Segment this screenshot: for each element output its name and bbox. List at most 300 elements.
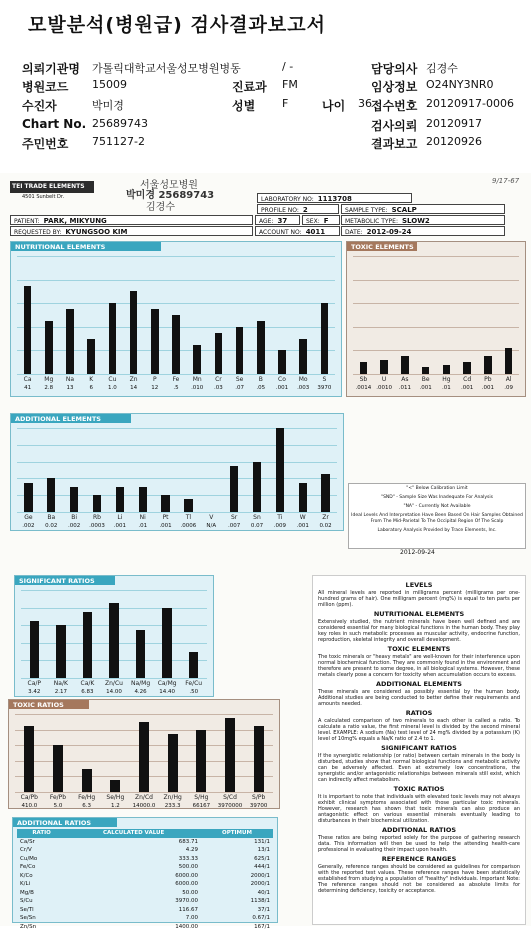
level-bar <box>130 291 138 374</box>
level-bar <box>24 286 32 375</box>
element-value: 14.40 <box>154 689 181 695</box>
table-row <box>17 923 273 931</box>
element-label: Ca/Mg <box>154 680 181 687</box>
table-cell: 4.29 <box>66 846 201 855</box>
level-bar <box>193 345 201 375</box>
info-label: 임상정보 <box>371 78 417 95</box>
sample-type-box: SAMPLE TYPE: SCALP <box>341 204 505 214</box>
sex-label: 성별 <box>232 97 255 114</box>
level-bar <box>360 362 367 374</box>
element-label: Mo <box>293 376 314 383</box>
element-label: Cu <box>102 376 123 383</box>
element-value: .50 <box>180 689 207 695</box>
element-value: 66167 <box>187 803 216 809</box>
level-bar <box>321 474 329 512</box>
section-heading: REFERENCE RANGES <box>318 855 520 863</box>
element-value: .002 <box>17 523 40 529</box>
level-bar <box>136 630 146 678</box>
level-bar <box>276 428 284 512</box>
column-header: RATIO <box>17 829 66 838</box>
table-row <box>17 872 273 881</box>
element-label: Zn/Cu <box>101 680 128 687</box>
element-value: 2.8 <box>38 385 59 391</box>
level-bar <box>24 483 32 512</box>
table-row <box>17 897 273 906</box>
element-value: .001 <box>415 385 436 391</box>
info-label: 결과보고 <box>371 135 417 152</box>
column-header: CALCULATED VALUE <box>66 829 201 838</box>
significant-header: SIGNIFICANT RATIOS <box>15 576 115 585</box>
table-cell: 683.71 <box>66 838 201 847</box>
section-heading: NUTRITIONAL ELEMENTS <box>318 610 520 618</box>
info-label: 접수번호 <box>371 97 417 114</box>
table-cell: 6000.00 <box>66 872 201 881</box>
grid-line <box>17 495 337 496</box>
level-bar <box>45 321 53 374</box>
table-cell: 7.00 <box>66 914 201 923</box>
level-bar <box>254 726 264 792</box>
element-value: .010 <box>187 385 208 391</box>
grid-line <box>353 374 519 375</box>
additional-ratios-panel <box>12 817 278 923</box>
section-text: These minerals are considered as possibly essential by the human body. Additional studies are being conducted to better define their requirements and amounts needed. <box>318 689 520 707</box>
section-text: If the synergistic relationship (or ratio) between certain minerals in the body is disturbed, studies show that normal biological functions and metabolic activity can be adversely affected. Even at extremely low concentrations, the synergistic and/or antagonistic relationships between minerals still exist, which can indirectly affect metabolism. <box>318 753 520 783</box>
element-label: Na/K <box>48 680 75 687</box>
element-label: Zn <box>123 376 144 383</box>
element-value: 13 <box>59 385 80 391</box>
level-bar <box>82 769 92 792</box>
element-label: Fe/Hg <box>72 794 101 801</box>
section-text: These ratios are being reported solely for the purpose of gathering research data. This information will then be used to help the attending health-care professional in evaluating their impact upon health. <box>318 835 520 853</box>
table-cell: 6000.00 <box>66 880 201 889</box>
element-value: .001 <box>271 385 292 391</box>
element-label: Mn <box>187 376 208 383</box>
section-heading: SIGNIFICANT RATIOS <box>318 744 520 752</box>
element-value: .01 <box>131 523 154 529</box>
info-value: 가톨릭대학교서울성모병원병동 <box>92 60 241 76</box>
level-bar <box>70 487 78 512</box>
element-label: Co <box>271 376 292 383</box>
element-label: Sb <box>353 376 374 383</box>
element-value: .05 <box>250 385 271 391</box>
requested-box: REQUESTED BY: KYUNGSOO KIM <box>10 226 253 236</box>
element-value: 5.0 <box>44 803 73 809</box>
info-label: 검사의뢰 <box>371 117 417 134</box>
element-label: Sr <box>223 514 246 521</box>
element-value: .001 <box>478 385 499 391</box>
info-value: 박미경 <box>92 97 124 113</box>
table-row <box>17 880 273 889</box>
element-label: Ca <box>17 376 38 383</box>
element-value: .001 <box>291 523 314 529</box>
grid-line <box>15 792 273 793</box>
element-value: 12 <box>144 385 165 391</box>
table-cell: 2000/1 <box>201 880 273 889</box>
nutritional-elements-panel <box>10 241 342 397</box>
element-label: Sn <box>246 514 269 521</box>
element-value: 3970000 <box>216 803 245 809</box>
report-title: 모발분석(병원급) 검사결과보고서 <box>28 10 326 37</box>
level-bar <box>236 327 244 374</box>
element-value: .001 <box>154 523 177 529</box>
info-value: 20120917 <box>426 117 482 130</box>
account-box: ACCOUNT NO: 4011 <box>255 226 340 236</box>
handwritten-note: 9/17-67 <box>492 177 519 185</box>
element-label: Zn/Hg <box>158 794 187 801</box>
element-value: 410.0 <box>15 803 44 809</box>
table-cell: 13/1 <box>201 846 273 855</box>
table-cell: 116.67 <box>66 906 201 915</box>
table-cell: 625/1 <box>201 855 273 864</box>
element-label: As <box>395 376 416 383</box>
element-value: 39700 <box>244 803 273 809</box>
info-label: 병원코드 <box>22 78 68 95</box>
element-label: P <box>144 376 165 383</box>
element-value: 1.2 <box>101 803 130 809</box>
level-bar <box>66 309 74 374</box>
table-cell: Cr/V <box>17 846 66 855</box>
toxic-elements-panel <box>346 241 526 397</box>
info-label: 의뢰기관명 <box>22 60 80 77</box>
element-label: U <box>374 376 395 383</box>
table-cell: 0.67/1 <box>201 914 273 923</box>
dept-value: FM <box>282 78 298 91</box>
table-row <box>17 846 273 855</box>
level-bar <box>225 718 235 792</box>
table-cell: Se/Tl <box>17 906 66 915</box>
table-row <box>17 838 273 847</box>
element-value: 0.02 <box>40 523 63 529</box>
element-value: .003 <box>293 385 314 391</box>
grid-line <box>17 280 335 281</box>
element-value: 4.26 <box>127 689 154 695</box>
element-value: .03 <box>208 385 229 391</box>
lab-address: 4501 Sunbelt Dr. <box>22 194 64 200</box>
element-value: .009 <box>268 523 291 529</box>
level-bar <box>162 608 172 678</box>
element-value: .001 <box>457 385 478 391</box>
info-label: 담당의사 <box>371 60 417 77</box>
element-label: Rb <box>86 514 109 521</box>
significant-ratios-panel <box>14 575 214 697</box>
level-bar <box>484 356 491 374</box>
grid-line <box>21 590 207 591</box>
element-value: N/A <box>200 523 223 529</box>
section-heading: ADDITIONAL RATIOS <box>318 826 520 834</box>
level-bar <box>189 652 199 678</box>
age-box: AGE: 37 <box>255 215 300 225</box>
element-value: 14.00 <box>101 689 128 695</box>
grid-line <box>21 678 207 679</box>
element-value: .07 <box>229 385 250 391</box>
level-bar <box>151 309 159 374</box>
element-label: B <box>250 376 271 383</box>
table-cell: Fe/Co <box>17 863 66 872</box>
info-value: 김경수 <box>426 60 458 76</box>
profile-box: PROFILE NO: 2 <box>257 204 339 214</box>
table-row <box>17 906 273 915</box>
info-label: 주민번호 <box>22 135 68 152</box>
element-label: Hg <box>436 376 457 383</box>
level-bar <box>321 303 329 374</box>
table-cell: S/Cu <box>17 897 66 906</box>
element-label: Ni <box>131 514 154 521</box>
table-cell: Cu/Mo <box>17 855 66 864</box>
grid-line <box>17 374 335 375</box>
info-value: 751127-2 <box>92 135 145 148</box>
date-box: DATE: 2012-09-24 <box>341 226 505 236</box>
element-label: Zn/Cd <box>130 794 159 801</box>
element-value: 3970 <box>314 385 335 391</box>
table-row <box>17 914 273 923</box>
element-value: .01 <box>436 385 457 391</box>
grid-line <box>353 350 519 351</box>
info-value: 25689743 <box>92 117 148 130</box>
element-label: S/Hg <box>187 794 216 801</box>
level-bar <box>278 350 286 374</box>
table-cell: 50.00 <box>66 889 201 898</box>
element-label: Se <box>229 376 250 383</box>
level-bar <box>172 315 180 374</box>
info-value: 20120917-0006 <box>426 97 514 110</box>
table-cell: 167/1 <box>201 923 273 931</box>
table-cell: 37/1 <box>201 906 273 915</box>
element-label: Cr <box>208 376 229 383</box>
section-heading: RATIOS <box>318 709 520 717</box>
table-cell: Zn/Sn <box>17 923 66 931</box>
element-label: Pb <box>478 376 499 383</box>
additional-header: ADDITIONAL ELEMENTS <box>11 414 131 423</box>
table-row <box>17 889 273 898</box>
element-label: Cd <box>457 376 478 383</box>
element-value: 0.02 <box>314 523 337 529</box>
grid-line <box>17 512 337 513</box>
level-bar <box>299 339 307 374</box>
grid-line <box>17 303 335 304</box>
element-value: .0014 <box>353 385 374 391</box>
nutritional-header: NUTRITIONAL ELEMENTS <box>11 242 161 251</box>
element-label: Zr <box>314 514 337 521</box>
element-value: 6.83 <box>74 689 101 695</box>
toxic-ratios-panel <box>8 699 280 809</box>
grid-line <box>17 445 337 446</box>
grid-line <box>353 327 519 328</box>
level-bar <box>56 625 66 678</box>
level-bar <box>110 780 120 792</box>
element-value: 3.42 <box>21 689 48 695</box>
stamp-hospital: 서울성모병원 <box>140 176 198 191</box>
element-label: Ti <box>268 514 291 521</box>
level-bar <box>109 303 117 374</box>
info-value: 20120926 <box>426 135 482 148</box>
section-heading: TOXIC RATIOS <box>318 785 520 793</box>
element-label: Na <box>59 376 80 383</box>
grid-line <box>17 478 337 479</box>
element-value: .0010 <box>374 385 395 391</box>
dept-label: 진료과 <box>232 78 267 95</box>
explanation-text-column <box>312 575 526 925</box>
table-cell: 3970.00 <box>66 897 201 906</box>
element-label: Ge <box>17 514 40 521</box>
info-label: Chart No. <box>22 117 86 131</box>
element-label: Fe/Cu <box>180 680 207 687</box>
element-label: K <box>81 376 102 383</box>
section-heading: TOXIC ELEMENTS <box>318 645 520 653</box>
level-bar <box>380 360 387 374</box>
section-text: All mineral levels are reported in milligrams percent (milligrams per one-hundred grams of hair). One milligram percent (mg%) is equal to ten parts per million (ppm). <box>318 590 520 608</box>
element-value: 233.3 <box>158 803 187 809</box>
element-label: S/Cd <box>216 794 245 801</box>
table-cell: 1400.00 <box>66 923 201 931</box>
column-header: OPTIMUM <box>201 829 273 838</box>
table-row <box>17 855 273 864</box>
stamp-patient: 박미경 25689743 <box>126 186 214 201</box>
table-row <box>17 863 273 872</box>
element-label: Fe/Pb <box>44 794 73 801</box>
table-cell: 2000/1 <box>201 872 273 881</box>
grid-line <box>17 462 337 463</box>
lab-number-box: LABORATORY NO: 1113708 <box>257 193 412 203</box>
grid-line <box>353 256 519 257</box>
element-value: 2.17 <box>48 689 75 695</box>
sex-value: F <box>282 97 288 110</box>
section-text: Generally, reference ranges should be considered as guidelines for comparison with the reported test values. These reference ranges have been statistically established from studying a population of "healthy" individuals. Important Note: The reference ranges should not be considered as absolute limits for determining deficiency, toxicity or acceptance. <box>318 864 520 894</box>
level-bar <box>161 495 169 512</box>
level-bar <box>30 621 40 678</box>
level-bar <box>139 487 147 512</box>
element-label: W <box>291 514 314 521</box>
element-label: Ca/K <box>74 680 101 687</box>
section-text: A calculated comparison of two minerals to each other is called a ratio. To calculate a ratio value, the first mineral level is divided by the second mineral level. EXAMPLE: A sodium (Na) test level of 24 mg% divided by a potassium (K) level of 10mg% equals a Na/K ratio of 2.4 to 1. <box>318 718 520 742</box>
level-bar <box>196 730 206 792</box>
element-label: V <box>200 514 223 521</box>
level-bar <box>93 495 101 512</box>
table-cell: K/Li <box>17 880 66 889</box>
table-cell: 333.33 <box>66 855 201 864</box>
level-bar <box>215 333 223 374</box>
element-value: 41 <box>17 385 38 391</box>
element-value: .011 <box>395 385 416 391</box>
grid-line <box>15 714 273 715</box>
info-label: 수진자 <box>22 97 57 114</box>
table-cell: 131/1 <box>201 838 273 847</box>
table-cell: Mg/B <box>17 889 66 898</box>
element-value: 14000.0 <box>130 803 159 809</box>
section-heading: LEVELS <box>318 581 520 589</box>
section-text: Extensively studied, the nutrient minerals have been well defined and are considered essential for many biological functions in the human body. They play key roles in such metabolic processes as muscular activity, endocrine function, reproduction, skeletal integrity and overall development. <box>318 619 520 643</box>
element-value: 6 <box>81 385 102 391</box>
level-bar <box>87 339 95 374</box>
element-label: S <box>314 376 335 383</box>
level-bar <box>24 726 34 792</box>
grid-line <box>17 256 335 257</box>
table-cell: 444/1 <box>201 863 273 872</box>
element-value: .0006 <box>177 523 200 529</box>
additional-ratios-table <box>17 829 273 931</box>
element-label: Tl <box>177 514 200 521</box>
legend-box: "<" Below Calibration Limit "SND" - Sample Size Was Inadequate For Analysis "NA" - Currently Not Available Ideal Levels And Interpretation Have Been Based On Hair Samples Obtained From The Mid-Parietal To The Occipital Region Of The Scalp Laboratory Analysis Provided by Trace Elements, Inc. <box>348 483 526 549</box>
toxic-header: TOXIC ELEMENTS <box>347 242 417 251</box>
level-bar <box>168 734 178 793</box>
element-label: Al <box>498 376 519 383</box>
age-value: 36 <box>358 97 372 110</box>
element-label: Mg <box>38 376 59 383</box>
level-bar <box>53 745 63 792</box>
element-label: Ba <box>40 514 63 521</box>
level-bar <box>422 367 429 374</box>
level-bar <box>253 462 261 512</box>
grid-line <box>353 303 519 304</box>
element-label: Be <box>415 376 436 383</box>
element-value: 1.0 <box>102 385 123 391</box>
element-value: 14 <box>123 385 144 391</box>
info-value: O24NY3NR0 <box>426 78 493 91</box>
level-bar <box>299 483 307 512</box>
grid-line <box>353 280 519 281</box>
table-cell: 1138/1 <box>201 897 273 906</box>
element-label: Pt <box>154 514 177 521</box>
level-bar <box>257 321 265 374</box>
table-cell: 40/1 <box>201 889 273 898</box>
age-label: 나이 <box>322 97 345 114</box>
element-value: .5 <box>165 385 186 391</box>
section-text: It is important to note that individuals with elevated toxic levels may not always exhibit clinical symptoms associated with those particular toxic minerals. However, research has shown that toxic minerals can also produce an antagonistic effect on various essential minerals eventually leading to disturbances in their biochemical utilization. <box>318 794 520 824</box>
level-bar <box>47 478 55 512</box>
element-value: .0003 <box>86 523 109 529</box>
slash-text: / - <box>282 60 293 73</box>
additional-elements-panel <box>10 413 344 531</box>
element-label: Na/Mg <box>127 680 154 687</box>
info-value: 15009 <box>92 78 127 91</box>
level-bar <box>463 362 470 374</box>
element-value: .09 <box>498 385 519 391</box>
element-label: S/Pb <box>244 794 273 801</box>
section-heading: ADDITIONAL ELEMENTS <box>318 680 520 688</box>
sex-box: SEX: F <box>302 215 340 225</box>
level-bar <box>443 365 450 374</box>
level-bar <box>505 348 512 374</box>
patient-box: PATIENT: PARK, MIKYUNG <box>10 215 253 225</box>
table-cell: Se/Sn <box>17 914 66 923</box>
element-label: Li <box>108 514 131 521</box>
element-label: Se/Hg <box>101 794 130 801</box>
table-cell: Ca/Sr <box>17 838 66 847</box>
level-bar <box>184 499 192 512</box>
lab-logo: TEI TRADE ELEMENTS <box>10 181 94 193</box>
level-bar <box>139 722 149 792</box>
element-label: Ca/P <box>21 680 48 687</box>
metabolic-box: METABOLIC TYPE: SLOW2 <box>341 215 505 225</box>
level-bar <box>116 487 124 512</box>
table-cell: 500.00 <box>66 863 201 872</box>
signed-date: 2012-09-24 <box>400 549 435 556</box>
toxic-ratios-header: TOXIC RATIOS <box>9 700 89 709</box>
section-text: The toxic minerals or "heavy metals" are well-known for their interference upon normal biochemical function. They are commonly found in the environment and therefore are present to some degree, in all biological systems. However, these metals clearly pose a concern for toxicity when accumulation occurs to excess. <box>318 654 520 678</box>
element-label: Fe <box>165 376 186 383</box>
element-value: .001 <box>108 523 131 529</box>
element-label: Bi <box>63 514 86 521</box>
table-cell: K/Co <box>17 872 66 881</box>
element-label: Ca/Pb <box>15 794 44 801</box>
level-bar <box>83 612 93 678</box>
level-bar <box>109 603 119 678</box>
element-value: 6.3 <box>72 803 101 809</box>
element-value: .002 <box>63 523 86 529</box>
level-bar <box>401 356 408 374</box>
additional-ratios-header: ADDITIONAL RATIOS <box>13 818 117 827</box>
grid-line <box>17 428 337 429</box>
element-value: .007 <box>223 523 246 529</box>
